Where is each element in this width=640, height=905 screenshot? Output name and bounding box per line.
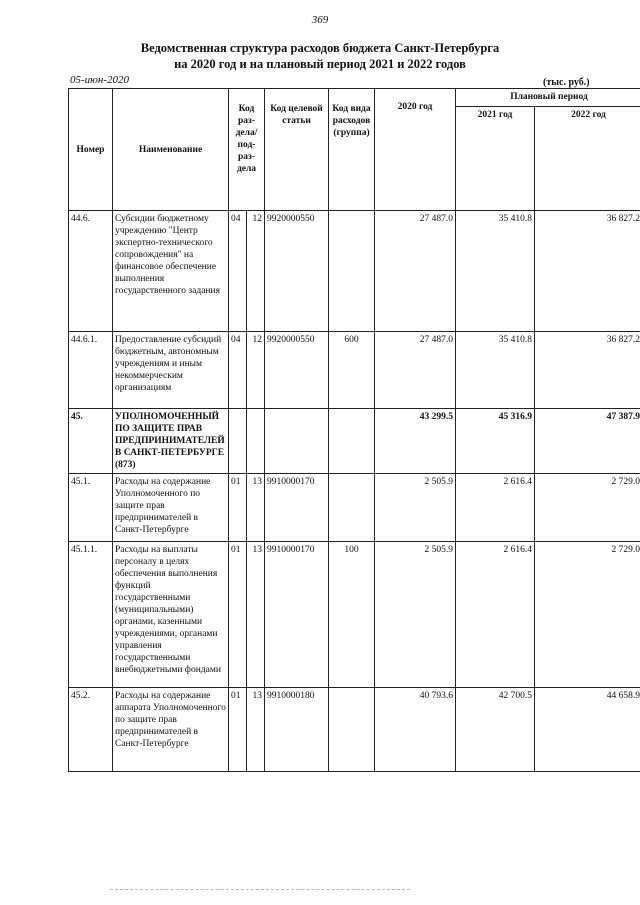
row-target: 9920000550	[265, 332, 329, 409]
row-target: 9910000170	[265, 474, 329, 542]
row-subsection: 13	[247, 688, 265, 772]
header-planned-period: Плановый период	[456, 89, 640, 107]
row-subsection: 13	[247, 542, 265, 688]
row-2020: 43 299.5	[375, 409, 456, 474]
table-row	[69, 542, 640, 688]
row-section	[229, 409, 247, 474]
row-2021: 35 410.8	[456, 332, 535, 409]
row-kind	[329, 474, 375, 542]
row-name: Расходы на содержание аппарата Уполномоченного по защите прав предпринимателей в Санкт-Петербурге	[113, 688, 229, 772]
row-section: 04	[229, 332, 247, 409]
budget-table	[68, 88, 640, 772]
row-section: 01	[229, 688, 247, 772]
header-kind-code: Код вида расходов (группа)	[329, 89, 375, 211]
table-row	[69, 211, 640, 332]
header-number: Номер	[69, 89, 113, 211]
row-subsection: 13	[247, 474, 265, 542]
row-2020: 27 487.0	[375, 211, 456, 332]
row-section: 01	[229, 542, 247, 688]
page-number: 369	[311, 14, 329, 26]
row-number: 45.2.	[69, 688, 113, 772]
row-name: УПОЛНОМОЧЕННЫЙ ПО ЗАЩИТЕ ПРАВ ПРЕДПРИНИМАТЕЛЕЙ В САНКТ-ПЕТЕРБУРГЕ (873)	[113, 409, 229, 474]
row-name: Расходы на содержание Уполномоченного по защите прав предпринимателей в Санкт-Петербурге	[113, 474, 229, 542]
title-line-1: Ведомственная структура расходов бюджета Санкт-Петербурга	[140, 41, 500, 55]
row-number: 44.6.1.	[69, 332, 113, 409]
row-2021: 2 616.4	[456, 474, 535, 542]
row-number: 45.	[69, 409, 113, 474]
row-kind	[329, 211, 375, 332]
table-row	[69, 474, 640, 542]
row-2021: 35 410.8	[456, 211, 535, 332]
row-subsection: 12	[247, 332, 265, 409]
row-kind	[329, 409, 375, 474]
row-kind: 100	[329, 542, 375, 688]
row-2020: 2 505.9	[375, 474, 456, 542]
row-2022: 2 729.0	[535, 474, 640, 542]
header-name: Наименование	[113, 89, 229, 211]
row-name: Расходы на выплаты персоналу в целях обеспечения выполнения функций государственными (муниципальными) органами, казенными учреждениями, органами управления государственными внебюджетными фондами	[113, 542, 229, 688]
header-section-code: Код раз-дела/ под-раз-дела	[229, 89, 265, 211]
row-2022: 44 658.9	[535, 688, 640, 772]
row-target	[265, 409, 329, 474]
header-2021: 2021 год	[456, 107, 535, 211]
row-2021: 45 316.9	[456, 409, 535, 474]
header-2020: 2020 год	[375, 89, 456, 211]
row-name: Предоставление субсидий бюджетным, автономным учреждениям и иным некоммерческим организациям	[113, 332, 229, 409]
row-2020: 27 487.0	[375, 332, 456, 409]
row-number: 44.6.	[69, 211, 113, 332]
header-2022: 2022 год	[535, 107, 640, 211]
row-number: 45.1.1.	[69, 542, 113, 688]
row-target: 9920000550	[265, 211, 329, 332]
table-row	[69, 332, 640, 409]
row-2021: 42 700.5	[456, 688, 535, 772]
row-kind	[329, 688, 375, 772]
row-target: 9910000180	[265, 688, 329, 772]
row-2022: 47 387.9	[535, 409, 640, 474]
row-2022: 36 827.2	[535, 211, 640, 332]
row-section: 04	[229, 211, 247, 332]
row-section: 01	[229, 474, 247, 542]
row-target: 9910000170	[265, 542, 329, 688]
row-2020: 40 793.6	[375, 688, 456, 772]
header-target-code: Код целевой статьи	[265, 89, 329, 211]
row-subsection: 12	[247, 211, 265, 332]
row-number: 45.1.	[69, 474, 113, 542]
title-line-2: на 2020 год и на плановый период 2021 и 2022 годов	[174, 57, 466, 71]
row-name: Субсидии бюджетному учреждению "Центр экспертно-технического сопровождения" на финансовое обеспечение выполнения государственного задания	[113, 211, 229, 332]
document-title	[0, 40, 640, 72]
table-row	[69, 688, 640, 772]
document-date: 05-июн-2020	[70, 74, 130, 86]
row-2022: 2 729.0	[535, 542, 640, 688]
row-2021: 2 616.4	[456, 542, 535, 688]
header-row-1	[69, 89, 640, 107]
row-subsection	[247, 409, 265, 474]
footer-scan-artifact	[110, 889, 410, 893]
row-kind: 600	[329, 332, 375, 409]
row-2022: 36 827.2	[535, 332, 640, 409]
table-row	[69, 409, 640, 474]
row-2020: 2 505.9	[375, 542, 456, 688]
units-label: (тыс. руб.)	[543, 77, 590, 88]
